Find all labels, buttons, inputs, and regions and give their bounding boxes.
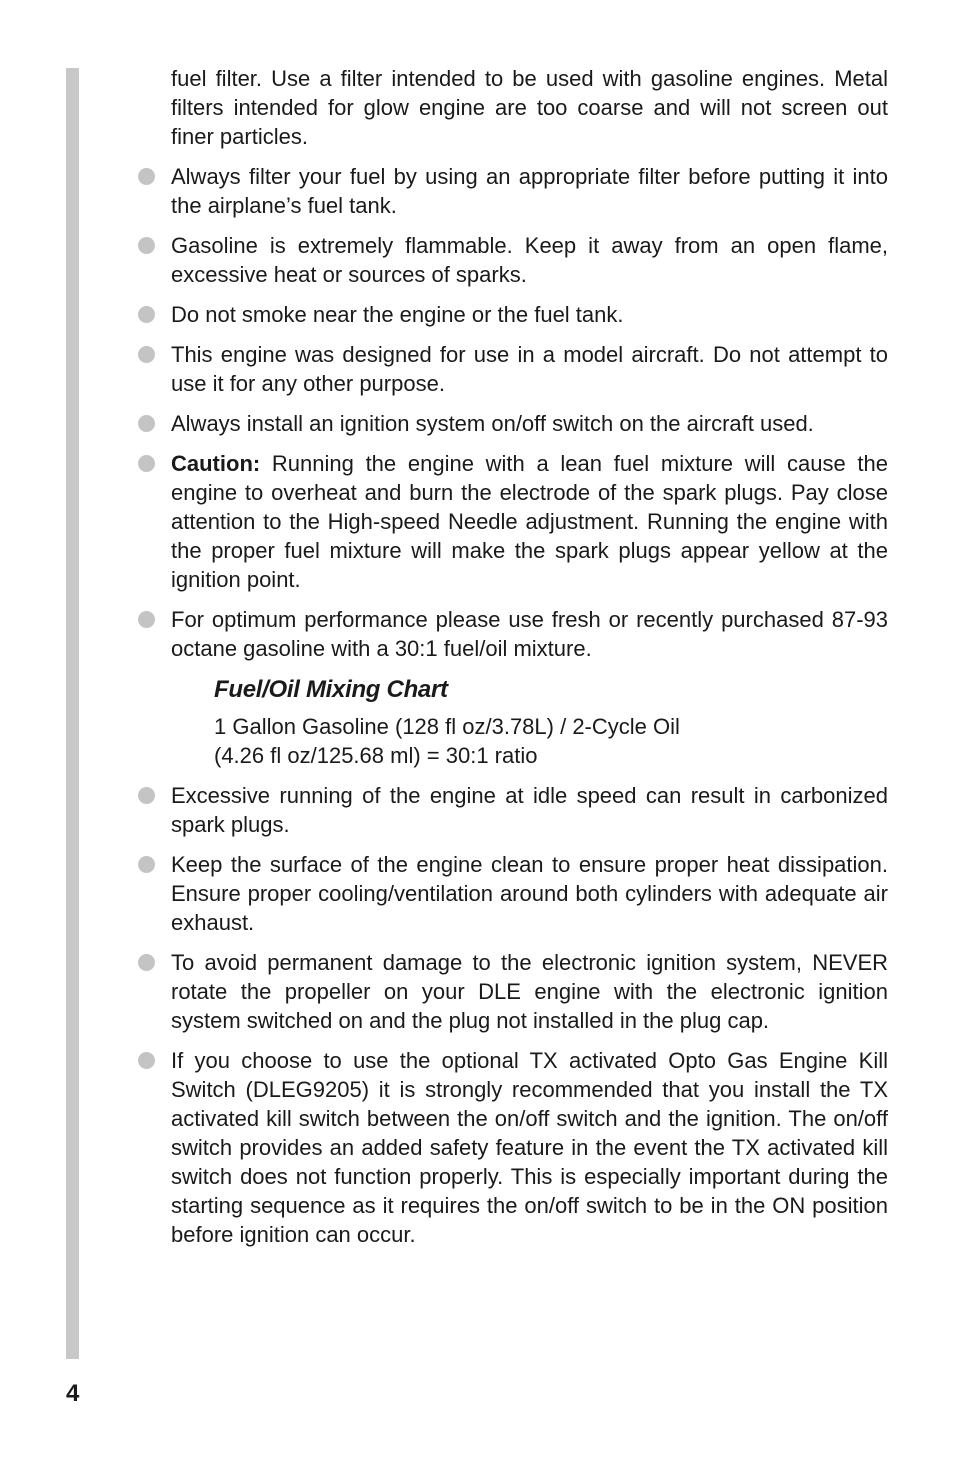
list-item-text: Do not smoke near the engine or the fuel tank. <box>171 302 624 327</box>
list-item <box>138 409 888 438</box>
list-item-text: Excessive running of the engine at idle speed can result in carbonized spark plugs. <box>171 783 888 837</box>
caution-text: Running the engine with a lean fuel mixture will cause the engine to overheat and burn the electrode of the spark plugs. Pay close attention to the High-speed Needle adjustment. Running the engine with the proper fuel mixture will make the spark plugs appear yellow at the ignition point. <box>171 451 888 592</box>
bullet-icon <box>138 415 155 432</box>
list-item <box>138 300 888 329</box>
list-item-text: For optimum performance please use fresh or recently purchased 87-93 octane gasoline with a 30:1 fuel/oil mixture. <box>171 607 888 661</box>
list-item-text: This engine was designed for use in a model aircraft. Do not attempt to use it for any other purpose. <box>171 342 888 396</box>
list-item-text: Gasoline is extremely flammable. Keep it away from an open flame, excessive heat or sources of sparks. <box>171 233 888 287</box>
bullet-icon <box>138 455 155 472</box>
list-item <box>138 1046 888 1249</box>
list-item <box>138 340 888 398</box>
list-item-text: To avoid permanent damage to the electronic ignition system, NEVER rotate the propeller on your DLE engine with the electronic ignition system switched on and the plug not installed in the plug cap. <box>171 950 888 1033</box>
mixing-chart-line: 1 Gallon Gasoline (128 fl oz/3.78L) / 2-Cycle Oil <box>214 714 680 739</box>
bullet-icon <box>138 168 155 185</box>
list-item <box>138 948 888 1035</box>
bullet-icon <box>138 306 155 323</box>
list-item <box>138 605 888 663</box>
caution-item <box>138 449 888 594</box>
lead-paragraph: fuel filter. Use a filter intended to be used with gasoline engines. Metal filters intended for glow engine are too coarse and will not screen out finer particles. <box>171 66 888 149</box>
list-item-text: If you choose to use the optional TX activated Opto Gas Engine Kill Switch (DLEG9205) it is strongly recommended that you install the TX activated kill switch between the on/off switch and the ignition. The on/off switch provides an added safety feature in the event the TX activated kill switch does not function properly. This is especially important during the starting sequence as it requires the on/off switch to be in the ON position before ignition can occur. <box>171 1048 888 1247</box>
list-item-text: Always install an ignition system on/off switch on the aircraft used. <box>171 411 814 436</box>
bullet-icon <box>138 856 155 873</box>
bullet-icon <box>138 954 155 971</box>
bullet-list-top <box>138 162 888 663</box>
page-number: 4 <box>66 1380 80 1407</box>
mixing-chart <box>214 674 888 770</box>
page-content <box>138 64 888 1260</box>
list-item <box>138 781 888 839</box>
bullet-icon <box>138 787 155 804</box>
list-item-text: Always filter your fuel by using an appropriate filter before putting it into the airplane’s fuel tank. <box>171 164 888 218</box>
bullet-icon <box>138 237 155 254</box>
bullet-icon <box>138 1052 155 1069</box>
caution-label: Caution: <box>171 451 261 476</box>
margin-bar <box>66 68 79 1359</box>
bullet-icon <box>138 346 155 363</box>
mixing-chart-title: Fuel/Oil Mixing Chart <box>214 676 448 703</box>
list-item <box>138 231 888 289</box>
list-item-text: Keep the surface of the engine clean to ensure proper heat dissipation. Ensure proper cooling/ventilation around both cylinders with adequate air exhaust. <box>171 852 888 935</box>
bullet-list-bottom <box>138 781 888 1249</box>
bullet-icon <box>138 611 155 628</box>
list-item <box>138 850 888 937</box>
list-item <box>138 162 888 220</box>
mixing-chart-line: (4.26 fl oz/125.68 ml) = 30:1 ratio <box>214 743 538 768</box>
